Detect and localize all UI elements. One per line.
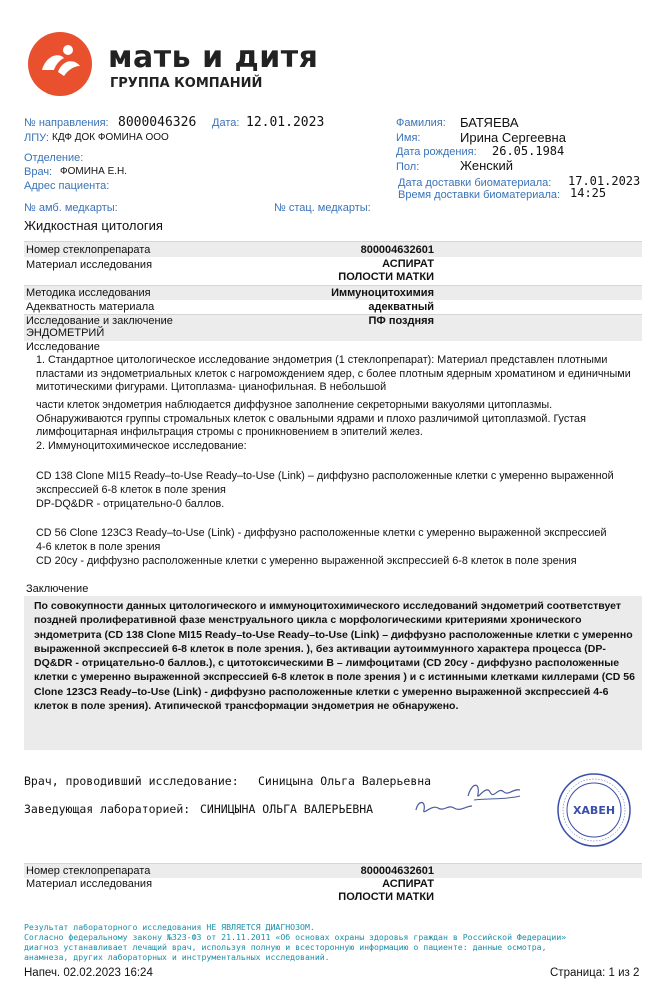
page-number: Страница: 1 из 2 xyxy=(550,967,640,979)
row-label: Номер стеклопрепарата xyxy=(26,865,151,877)
row-value: адекватный xyxy=(368,301,434,313)
table-row xyxy=(24,315,642,341)
signature-scribble-icon xyxy=(412,794,474,820)
name-value: Ирина Сергеевна xyxy=(460,130,566,145)
lab-stamp-icon xyxy=(556,772,632,848)
head-signature-value: СИНИЦЫНА ОЛЬГА ВАЛЕРЬЕВНА xyxy=(200,802,374,816)
brand-name: мать и дитя xyxy=(108,40,319,75)
row-value: АСПИРАТ ПОЛОСТИ МАТКИ xyxy=(338,878,434,903)
row-label: Материал исследования xyxy=(26,878,153,890)
research-paragraph: 2. Иммуноцитохимическое исследование: xyxy=(36,440,247,452)
doctor-label: Врач: xyxy=(24,166,53,178)
row-value: 800004632601 xyxy=(360,244,434,256)
lpu-value: КДФ ДОК ФОМИНА ООО xyxy=(52,132,169,143)
row-label: Материал исследования xyxy=(26,259,153,271)
research-paragraph: CD 20cy - диффузно расположенные клетки с умеренно выраженной экспрессией 6-8 клеток в поле зрения xyxy=(36,555,577,567)
disclaimer-line: Результат лабораторного исследования НЕ ЯВЛЯЕТСЯ ДИАГНОЗОМ. xyxy=(24,922,315,932)
doctor-value: ФОМИНА Е.Н. xyxy=(60,166,128,177)
department-label: Отделение: xyxy=(24,152,84,164)
surname-value: БАТЯЕВА xyxy=(460,115,519,130)
surname-label: Фамилия: xyxy=(396,117,446,129)
row-value: АСПИРАТ ПОЛОСТИ МАТКИ xyxy=(338,258,434,283)
row-label: Номер стеклопрепарата xyxy=(26,244,151,256)
head-signature-label: Заведующая лабораторией: xyxy=(24,802,191,816)
delivery-time-label: Время доставки биоматериала: xyxy=(398,189,561,201)
address-label: Адрес пациента: xyxy=(24,180,110,192)
dob-value: 26.05.1984 xyxy=(492,144,565,158)
amb-card-label: № амб. медкарты: xyxy=(24,202,118,214)
conclusion-text: По совокупности данных цитологического и иммуноцитохимического исследований эндометрий соответствует поздней пролиферативной фазе менструального цикла с морфологическими критериями хронического эндометрита (CD 138 Clone MI15 Ready–to-Use Ready–to-Use (Link) – диффузно расположенные клетки с умеренно выраженной экспрессией 6-8 клеток в поле зрения. ), без активации аутоиммунного характера процесса (DP-DQ&DR - отрицательно-0 баллов.), с цитотоксическими В – лимфоцитами (CD 20cy - диффузно расположенные клетки с умеренно выраженной экспрессией 6-8 клеток в поле зрения ) и с истинными клетками киллерами (CD 56 Clone 123C3 Ready–to-Use (Link) - диффузно расположенные клетки с умеренно выраженной экспрессией 4-6 клеток в поле зрения). Атипической трансформации эндометрия не обнаружено. xyxy=(34,600,635,713)
table-row xyxy=(24,300,642,314)
referral-label: № направления: xyxy=(24,117,109,129)
table-row xyxy=(24,257,642,285)
disclaimer-line: Согласно федеральному закону №323-ФЗ от 21.11.2011 «Об основах охраны здоровья граждан в Российской Федерации» xyxy=(24,932,567,942)
disclaimer-line: диагноз устанавливает лечащий врач, используя полную и всесторонную информацию о пациенте: данные осмотра, xyxy=(24,942,547,952)
research-title: Исследование xyxy=(26,341,100,353)
research-paragraph: CD 138 Clone MI15 Ready–to-Use Ready–to-Use (Link) – диффузно расположенные клетки с умеренно выраженной экспрессией 6-8 клеток в поле зрения xyxy=(36,470,614,496)
row-label: Методика исследования xyxy=(26,287,151,299)
row-value: 800004632601 xyxy=(360,865,434,877)
brand-logo-icon xyxy=(24,26,96,98)
date-value: 12.01.2023 xyxy=(246,115,325,130)
research-paragraph: CD 56 Clone 123C3 Ready–to-Use (Link) - диффузно расположенные клетки с умеренно выраженной экспрессией 4-6 клеток в поле зрения xyxy=(36,527,607,553)
conclusion-title: Заключение xyxy=(26,583,89,595)
doctor-signature-value: Синицына Ольга Валерьевна xyxy=(258,774,432,788)
delivery-date-label: Дата доставки биоматериала: xyxy=(398,177,552,189)
table-row xyxy=(24,878,642,906)
research-paragraph: DP-DQ&DR - отрицательно-0 баллов. xyxy=(36,498,225,510)
table-row xyxy=(24,286,642,300)
doctor-signature-label: Врач, проводивший исследование: xyxy=(24,774,239,788)
dob-label: Дата рождения: xyxy=(396,146,477,158)
table-row xyxy=(24,242,642,257)
brand-subtitle: ГРУППА КОМПАНИЙ xyxy=(110,76,263,91)
row-label: Исследование и заключение ЭНДОМЕТРИЙ xyxy=(26,315,173,339)
row-label: Адекватность материала xyxy=(26,301,155,313)
delivery-date-value: 17.01.2023 xyxy=(568,174,641,188)
disclaimer-line: анамнеза, других лабораторных и инструментальных исследований. xyxy=(24,952,330,962)
stat-card-label: № стац. медкарты: xyxy=(274,202,371,214)
name-label: Имя: xyxy=(396,132,421,144)
sex-label: Пол: xyxy=(396,161,420,173)
date-label: Дата: xyxy=(212,117,240,129)
research-paragraph: части клеток эндометрия наблюдается диффузное заполнение секреторными вакуолями цитоплазмы. Обнаруживаются группы стромальных клеток с овальными ядрами и плохо различимой цитоплазмой. Густая лимфоцитарная инфильтрация стромы с проникновением в эпителий желез. xyxy=(36,399,586,439)
lpu-label: ЛПУ: xyxy=(24,132,49,144)
stamp-text: ХАВЕН xyxy=(572,804,616,817)
printed-timestamp: Напеч. 02.02.2023 16:24 xyxy=(24,967,153,979)
referral-value: 8000046326 xyxy=(118,115,197,130)
delivery-time-value: 14:25 xyxy=(570,186,607,200)
row-value: ПФ поздняя xyxy=(368,315,434,327)
section-title: Жидкостная цитология xyxy=(24,218,163,233)
sex-value: Женский xyxy=(460,158,513,173)
row-value: Иммуноцитохимия xyxy=(331,287,434,299)
research-paragraph: 1. Стандартное цитологическое исследование эндометрия (1 стеклопрепарат): Материал представлен плотными пластами из эндометриальных клеток с нагромождением ядер, с более плотным ядерным хроматином и единичными митотическими фигурами. Цитоплазма- цианофильная. В небольшой xyxy=(36,354,631,394)
table-row xyxy=(24,864,642,878)
